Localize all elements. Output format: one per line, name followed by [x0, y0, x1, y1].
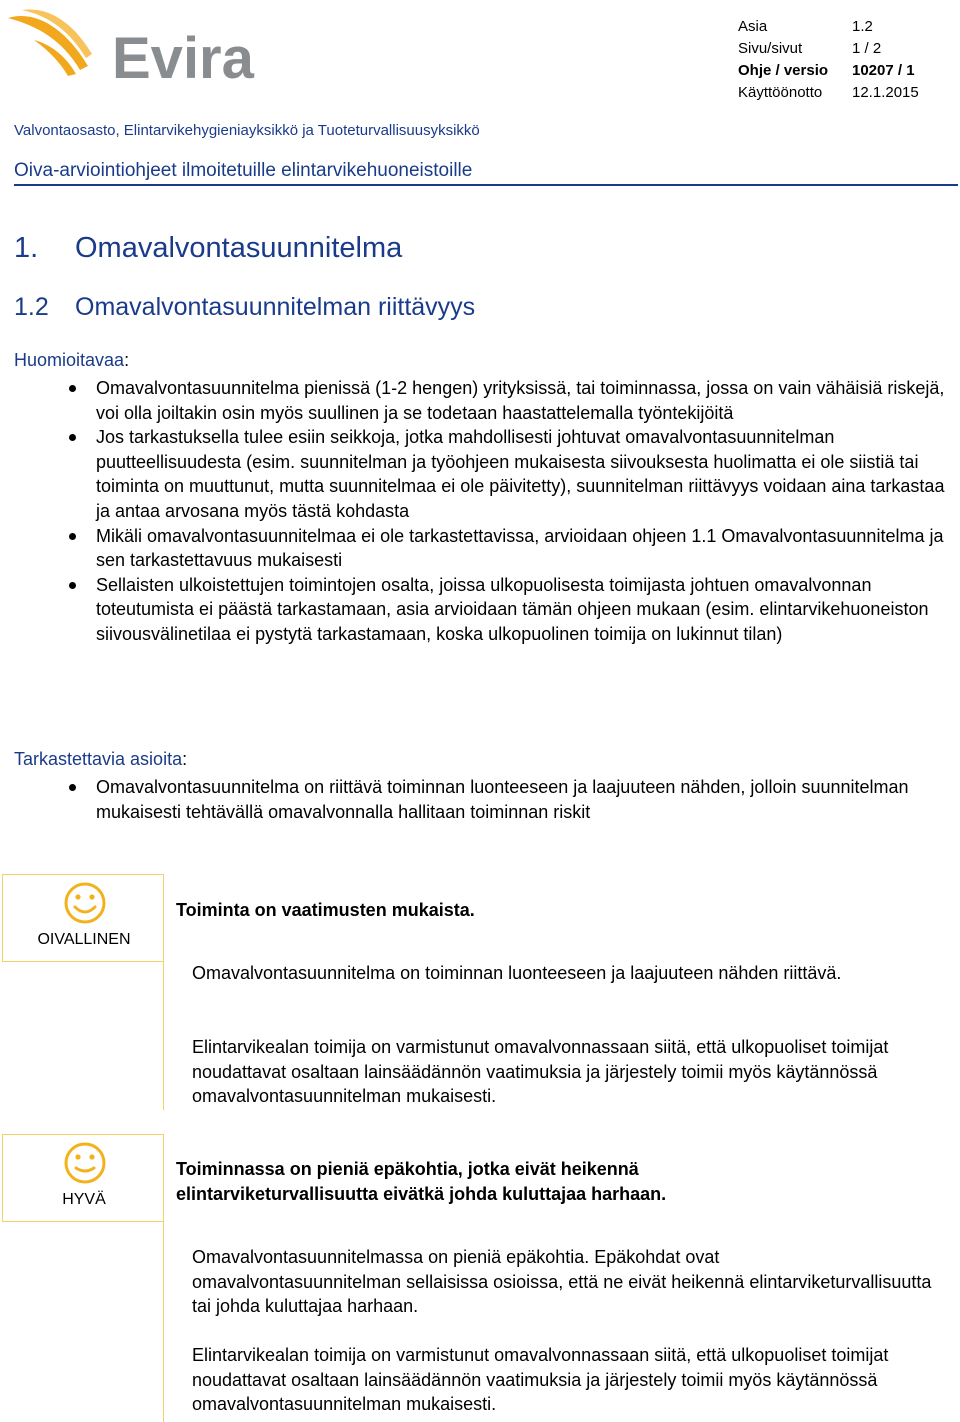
meta-key: Sivu/sivut [738, 40, 803, 57]
tarkastettavia-label: Tarkastettavia asioita: [14, 749, 188, 769]
section-heading [14, 232, 402, 265]
grade-box-hyva [2, 1134, 164, 1222]
meta-key: Ohje / versio [738, 62, 829, 79]
huomioitavaa-list [14, 376, 958, 647]
logo-text: Evira [112, 26, 254, 86]
meta-row [738, 60, 919, 82]
section-number: 1. [14, 232, 39, 264]
meta-row [738, 82, 919, 104]
logo-leaf-icon [8, 9, 92, 76]
meta-value: 12.1.2015 [852, 84, 919, 101]
grade-label: OIVALLINEN [37, 931, 131, 948]
meta-row [738, 38, 919, 60]
grade-label: HYVÄ [62, 1191, 106, 1208]
list-item: Omavalvontasuunnitelma on riittävä toiminnan luonteeseen ja laajuuteen nähden, jolloin suunnitelman mukaisesti tehtävällä omavalvonnalla hallitaan toiminnan riskit [14, 775, 958, 824]
grade-divider [163, 962, 164, 1110]
document-meta [738, 16, 919, 104]
list-item: Mikäli omavalvontasuunnitelmaa ei ole tarkastettavissa, arvioidaan ohjeen 1.1 Omavalvontasuunnitelma ja sen tarkastettavuus mukaisesti [14, 524, 958, 573]
grade-heading: Toiminnassa on pieniä epäkohtia, jotka eivät heikennä elintarviketurvallisuutta eivätkä johda kuluttajaa harhaan. [176, 1159, 667, 1204]
smiley-icon [63, 881, 107, 925]
list-item: Omavalvontasuunnitelma pienissä (1-2 hengen) yrityksissä, tai toiminnassa, jossa on vain vähäisiä riskejä, voi olla joiltakin osin myös suullinen ja se todetaan haastattelemalla työntekijöitä [14, 376, 958, 425]
header-divider [14, 184, 958, 186]
smiley-icon [63, 1141, 107, 1185]
subsection-number: 1.2 [14, 293, 49, 321]
meta-row [738, 16, 919, 38]
grade-paragraph: Omavalvontasuunnitelma on toiminnan luonteeseen ja laajuuteen nähden riittävä. [192, 963, 842, 983]
list-item: Sellaisten ulkoistettujen toimintojen osalta, joissa ulkopuolisesta toimijasta johtuen omavalvonnan toteutumista ei päästä tarkastamaan, asia arvioidaan tämän ohjeen mukaan (esim. elintarvikehuoneiston siivousvälinetilaa ei pystytä tarkastamaan, koska ulkopuolinen toimija on lukinnut tilan) [14, 573, 958, 647]
subsection-heading [14, 293, 475, 322]
meta-value: 1.2 [852, 18, 873, 35]
meta-value: 1 / 2 [852, 40, 882, 57]
section-title: Omavalvontasuunnitelma [75, 232, 403, 264]
grade-divider [163, 1222, 164, 1422]
grade-paragraph: Elintarvikealan toimija on varmistunut omavalvonnassaan siitä, että ulkopuoliset toimijat noudattavat osaltaan lainsäädännön vaatimuksia ja järjestely toimii myös käytännössä omavalvontasuunnitelman mukaisesti. [192, 1037, 889, 1107]
meta-key: Asia [738, 18, 768, 35]
document-title: Oiva-arviointiohjeet ilmoitetuille elintarvikehuoneistoille [14, 160, 473, 181]
grade-heading: Toiminta on vaatimusten mukaista. [176, 900, 475, 920]
meta-value: 10207 / 1 [852, 62, 915, 79]
list-item: Jos tarkastuksella tulee esiin seikkoja, jotka mahdollisesti johtuvat omavalvontasuunnitelman puutteellisuudesta (esim. suunnitelman ja työohjeen mukaisesta siivouksesta huolimatta ei ole siistiä tai toiminta on muuttunut, mutta suunnitelmaa ei ole päivitetty), suunnitelman riittävyys voidaan aina tarkastaa ja antaa arvosana myös tästä kohdasta [14, 425, 958, 523]
tarkastettavia-list [14, 775, 958, 824]
grade-paragraph: Omavalvontasuunnitelmassa on pieniä epäkohtia. Epäkohdat ovat omavalvontasuunnitelman sellaisissa osioissa, että ne eivät heikennä elintarviketurvallisuutta tai johda kuluttajaa harhaan. [192, 1247, 932, 1317]
evira-logo [4, 4, 264, 86]
huomioitavaa-label: Huomioitavaa: [14, 350, 130, 370]
department-line: Valvontaosasto, Elintarvikehygieniayksikkö ja Tuoteturvallisuusyksikkö [14, 122, 480, 139]
meta-key: Käyttöönotto [738, 84, 823, 101]
grade-box-oivallinen [2, 874, 164, 962]
subsection-title: Omavalvontasuunnitelman riittävyys [75, 293, 476, 321]
grade-paragraph: Elintarvikealan toimija on varmistunut omavalvonnassaan siitä, että ulkopuoliset toimijat noudattavat osaltaan lainsäädännön vaatimuksia ja järjestely toimii myös käytännössä omavalvontasuunnitelman mukaisesti. [192, 1345, 889, 1415]
